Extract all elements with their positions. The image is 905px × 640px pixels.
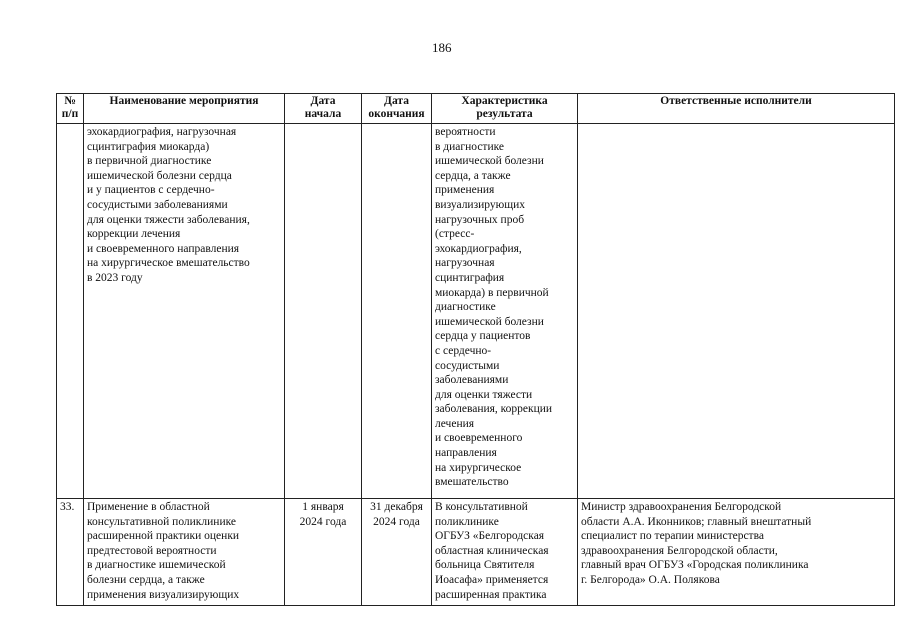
text-line: Министр здравоохранения Белгородской: [581, 501, 782, 513]
text-line: применения визуализирующих: [87, 588, 240, 601]
text-line: эхокардиография,: [435, 242, 522, 255]
text-line: специалист по терапии министерства: [581, 530, 764, 543]
page-number: 186: [432, 40, 452, 55]
cell-start: [285, 499, 362, 606]
cell-start: [285, 124, 362, 499]
text-line: В консультативной: [435, 501, 528, 513]
text-line: предтестовой вероятности: [87, 544, 217, 557]
header-num: [57, 94, 84, 124]
cell-result: [432, 499, 578, 606]
text-line: вероятности: [435, 126, 496, 138]
text-line: сцинтиграфия миокарда): [87, 140, 210, 153]
text-line: заболеваниями: [435, 374, 509, 387]
header-name-line: Наименование мероприятия: [109, 95, 259, 107]
header-end-line: окончания: [368, 108, 425, 120]
header-result: [432, 94, 578, 124]
header-responsible-line: Ответственные исполнители: [660, 95, 812, 107]
text-line: поликлинике: [435, 515, 499, 528]
text-line: на хирургическое: [435, 461, 522, 474]
text-line: болезни сердца, а также: [87, 573, 205, 586]
text-line: на хирургическое вмешательство: [87, 257, 250, 270]
text-line: и у пациентов с сердечно-: [87, 184, 215, 197]
text-line: ишемической болезни: [435, 315, 544, 328]
header-responsible: [578, 94, 895, 124]
text-line: диагностике: [435, 301, 496, 314]
text-line: и своевременного направления: [87, 242, 240, 255]
text-line: сосудистыми: [435, 359, 500, 372]
header-name: [84, 94, 285, 124]
table-row: [57, 499, 895, 606]
text-line: направления: [435, 447, 497, 460]
text-line: Применение в областной: [87, 501, 210, 513]
header-num-line: №: [64, 95, 76, 107]
text-line: миокарда) в первичной: [435, 286, 549, 299]
text-line: с сердечно-: [435, 344, 492, 357]
text-line: вмешательство: [435, 476, 509, 489]
cell-end: [362, 499, 432, 606]
text-line: главный врач ОГБУЗ «Городская поликлиника: [581, 559, 809, 572]
text-line: заболевания, коррекции: [435, 403, 553, 416]
text-line: ОГБУЗ «Белгородская: [435, 530, 545, 543]
text-line: ишемической болезни: [435, 155, 544, 168]
table-row: [57, 124, 895, 499]
header-start-line: начала: [304, 108, 342, 120]
text-line: 1 января: [302, 501, 344, 513]
text-line: коррекции лечения: [87, 228, 181, 241]
text-line: Иоасафа» применяется: [435, 573, 549, 586]
text-line: применения: [435, 184, 495, 197]
text-line: нагрузочная: [435, 257, 495, 270]
text-line: в 2023 году: [87, 271, 143, 284]
text-line: здравоохранения Белгородской области,: [581, 544, 778, 557]
text-line: (стресс-: [435, 228, 475, 241]
header-end-line: Дата: [384, 95, 409, 107]
text-line: и своевременного: [435, 432, 523, 445]
text-line: в диагностике ишемической: [87, 559, 226, 572]
text-line: ишемической болезни сердца: [87, 169, 232, 182]
cell-name: [84, 499, 285, 606]
header-start-line: Дата: [310, 95, 336, 107]
cell-responsible: [578, 124, 895, 499]
text-line: в диагностике: [435, 140, 505, 153]
text-line: 2024 года: [299, 515, 347, 528]
text-line: г. Белгорода» О.А. Полякова: [581, 573, 720, 586]
header-end: [362, 94, 432, 124]
cell-num: 33.: [57, 499, 84, 606]
text-line: визуализирующих: [435, 198, 525, 211]
text-line: сосудистыми заболеваниями: [87, 198, 228, 211]
cell-num: [57, 124, 84, 499]
text-line: лечения: [435, 417, 475, 430]
text-line: сердца у пациентов: [435, 330, 531, 343]
table-header-row: [57, 94, 895, 124]
header-num-line: п/п: [61, 108, 79, 120]
cell-responsible: [578, 499, 895, 606]
text-line: расширенная практика: [435, 588, 547, 601]
text-line: сцинтиграфия: [435, 271, 505, 284]
text-line: для оценки тяжести заболевания,: [87, 213, 250, 226]
plan-table: [56, 93, 895, 606]
text-line: расширенной практики оценки: [87, 530, 240, 543]
text-line: эхокардиография, нагрузочная: [87, 126, 237, 138]
text-line: областная клиническая: [435, 544, 549, 557]
cell-result: [432, 124, 578, 499]
header-start: [285, 94, 362, 124]
header-result-line: результата: [476, 108, 533, 120]
text-line: консультативной поликлинике: [87, 515, 237, 528]
cell-name: [84, 124, 285, 499]
text-line: области А.А. Иконников; главный внештатный: [581, 515, 812, 528]
cell-end: [362, 124, 432, 499]
text-line: сердца, а также: [435, 169, 511, 182]
text-line: больница Святителя: [435, 559, 535, 572]
text-line: нагрузочных проб: [435, 213, 525, 226]
text-line: 2024 года: [373, 515, 420, 528]
text-line: в первичной диагностике: [87, 155, 212, 168]
text-line: 31 декабря: [370, 501, 423, 513]
header-result-line: Характеристика: [461, 95, 548, 107]
text-line: для оценки тяжести: [435, 388, 533, 401]
